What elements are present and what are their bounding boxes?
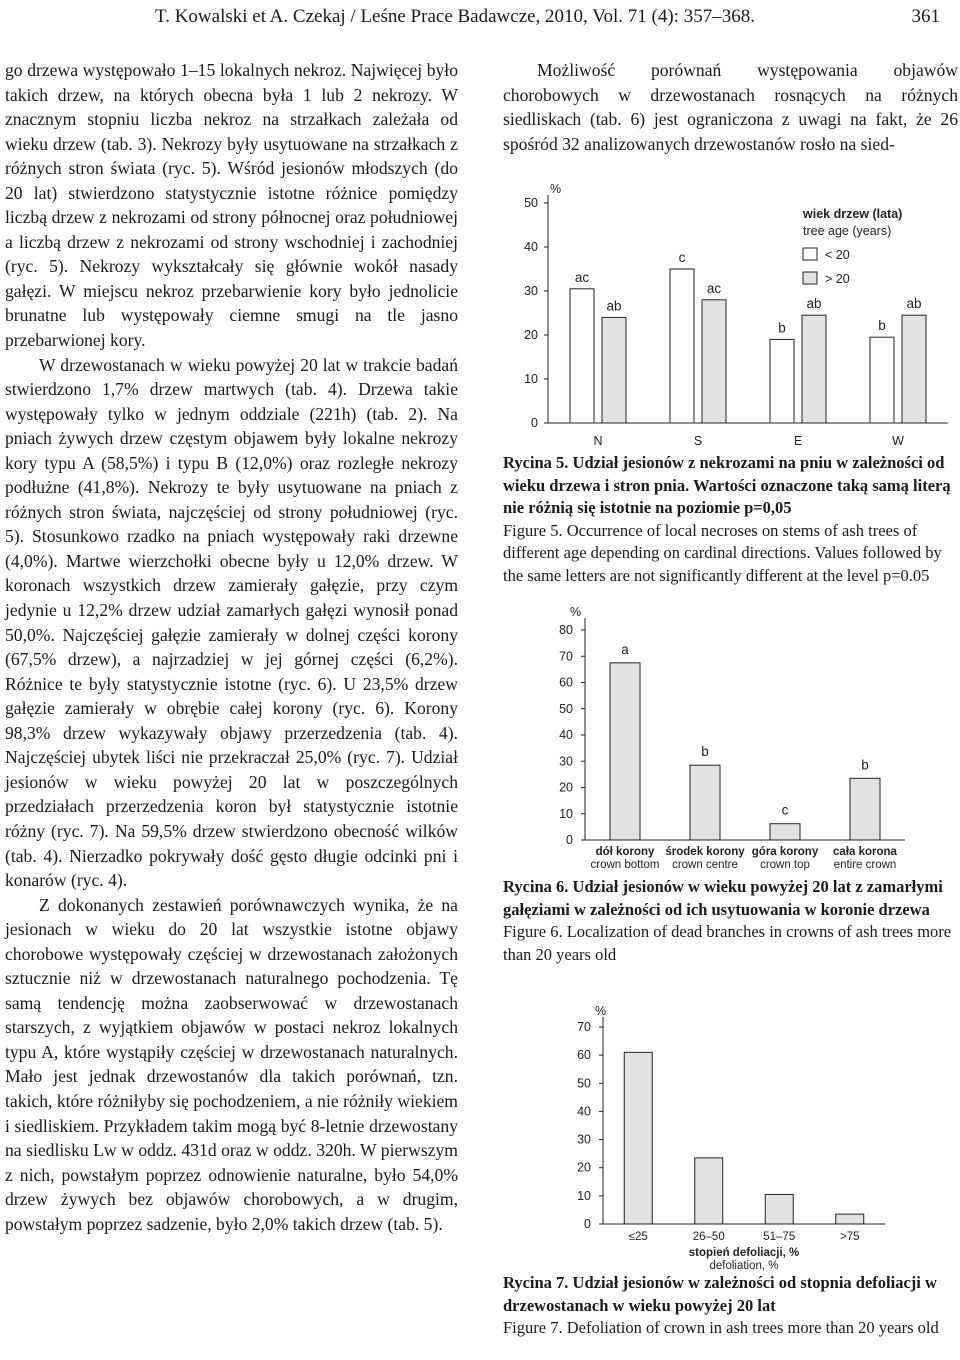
x-category-label: >75 (839, 1231, 860, 1243)
x-category-label: 26–50 (692, 1231, 725, 1243)
y-tick-label: 10 (524, 372, 538, 386)
x-category-label-pl: dół korony (595, 846, 655, 858)
x-category-label-pl: góra korony (751, 846, 819, 858)
bar-defoliation (765, 1194, 793, 1224)
paragraph: Z dokonanych zestawień porównawczych wynika, że na jesionach w wieku do 20 lat wszystkie istotne objawy chorobowe występowały częściej w drzewostanach założonych sztucznie niż w drzewostanach naturalnego pochodzenia. Tę samą tendencję można zaobserwować w drzewostanach starszych, z wyjątkiem objawów w postaci nekroz lokalnych typu A, które wystąpiły częściej w drzewostanach naturalnych. Mało jest jednak drzewostanów dla takich porównań, tzn. takich, które różniłyby się pochodzeniem, a nie różniły wiekiem i siedliskiem. Przykładem takim mogą być 8-letnie drzewostany na siedlisku Lw w oddz. 431d oraz w oddz. 320h. W pierwszym z nich, powstałym poprzez odnowienie naturalne, było 54,0% drzew żywych bez objawów chorobowych, a w drugim, powstałym poprzez sadzenie, było 2,0% takich drzew (tab. 5). (5, 894, 458, 1234)
figure-7-chart (555, 1002, 895, 1272)
y-tick-label: 30 (524, 284, 538, 298)
bar-significance-label: ab (606, 298, 622, 314)
x-category-label-en: crown centre (672, 859, 738, 871)
x-axis-title-en: defoliation, % (709, 1260, 779, 1272)
bar-significance-label: ac (574, 269, 590, 285)
bar-defoliation (624, 1052, 652, 1224)
y-unit-label: % (550, 182, 562, 196)
paragraph: W drzewostanach w wieku powyżej 20 lat w trakcie badań stwierdzono 1,7% drzew martwych (tab. 4). Drzewa takie występowały tylko w jednym oddziale (221h) (tab. 2). Na pniach żywych drzew częstym objawem były lokalne nekrozy kory typu A (58,5%) i typu B (12,0%) oraz rozległe nekrozy podłużne (41,8%). Nekrozy te były usytuowane na pniach z różnych stron świata, najczęściej od strony południowej (ryc. 5). Stosunkowo rzadko na pniach występowały raki drzewne (4,0%). Martwe wierzchołki obecne były u 12,0% drzew. W koronach wszystkich drzew zamierały gałęzie, przy czym jedynie u 12,2% drzew udział zamarłych gałęzi wynosił ponad 50,0%. Najczęściej gałęzie zamierały w dolnej części korony (67,5% drzew), a najrzadziej w jej górnej części (6,2%). Różnice te były statystycznie istotne (ryc. 6). U 23,5% drzew gałęzie zamierały w obrębie całej korony (ryc. 6). Korony 98,3% drzew wykazywały objawy przerzedzenia (tab. 4). Najczęściej ubytek liści nie przekraczał 25,0% (ryc. 7). Udział jesionów w wieku powyżej 20 lat w poszczególnych przedziałach przerzedzenia koron był statystycznie istotnie różny (ryc. 7). Na 59,5% drzew stwierdzono obecność wilków (tab. 4). Nierzadko pokrywały dość gęsto długie odcinki pni i konarów (ryc. 4). (5, 354, 458, 891)
y-tick-label: 10 (577, 1188, 591, 1203)
y-tick-label: 30 (577, 1132, 591, 1147)
bar-significance-label: b (878, 318, 886, 334)
x-category-label: E (793, 434, 803, 448)
legend-swatch (803, 248, 817, 260)
y-tick-label: 60 (559, 675, 573, 690)
figure-6-caption-en: Figure 6. Localization of dead branches in crowns of ash trees more than 20 years old (503, 922, 952, 964)
x-category-label-en: crown top (760, 859, 810, 871)
x-category-label: N (593, 434, 603, 448)
y-tick-label: 40 (577, 1104, 591, 1119)
y-tick-label: 70 (577, 1020, 591, 1034)
figure-5-caption (503, 452, 958, 587)
bar-S-> 20 (702, 300, 726, 423)
bar-significance-label: b (861, 757, 869, 773)
bar-significance-label: c (781, 802, 789, 818)
legend-entry: > 20 (825, 272, 850, 286)
legend-entry: < 20 (825, 248, 850, 262)
figure-6-chart (540, 605, 920, 875)
y-tick-label: 0 (531, 416, 538, 430)
legend-subtitle: tree age (years) (803, 224, 892, 238)
bar-significance-label: ab (806, 296, 822, 312)
legend-swatch (803, 272, 817, 284)
y-tick-label: 40 (524, 240, 538, 254)
bar-significance-label: c (678, 250, 686, 265)
y-tick-label: 60 (577, 1048, 591, 1063)
running-header (0, 6, 960, 36)
x-category-label-en: entire crown (833, 859, 897, 871)
bar-defoliation (695, 1158, 723, 1224)
y-tick-label: 70 (559, 649, 573, 664)
figure-5-caption-en: Figure 5. Occurrence of local necroses on stems of ash trees of different age depending on cardinal directions. Values followed by the same letters are not significantly different at the level p=0.05 (503, 520, 942, 585)
x-category-label: S (693, 434, 703, 448)
figure-7-caption (503, 1272, 958, 1340)
x-category-label-pl: cała korona (833, 846, 897, 858)
bar-E-> 20 (802, 315, 826, 423)
figure-7-caption-pl: Rycina 7. Udział jesionów w zależności od stopnia defoliacji w drzewostanach w wieku powyżej 20 lat (503, 1273, 937, 1315)
y-tick-label: 40 (559, 728, 573, 742)
figure-5-chart (503, 178, 958, 453)
figure-6-caption (503, 876, 958, 966)
y-tick-label: 50 (524, 196, 538, 210)
figure-7-caption-en: Figure 7. Defoliation of crown in ash trees more than 20 years old (503, 1318, 939, 1337)
right-column (503, 58, 958, 156)
y-tick-label: 30 (559, 754, 573, 769)
y-tick-label: 20 (577, 1160, 591, 1175)
y-tick-label: 20 (559, 780, 573, 795)
bar-N-> 20 (602, 317, 626, 423)
bar-significance-label: ab (906, 296, 922, 312)
x-category-label: W (892, 434, 904, 448)
x-category-label: ≤25 (628, 1231, 648, 1243)
y-tick-label: 20 (524, 328, 538, 342)
bar-S-< 20 (670, 269, 694, 423)
figure-5-caption-pl: Rycina 5. Udział jesionów z nekrozami na pniu w zależności od wieku drzewa i stron pnia. Wartości oznaczone taką samą literą nie różnią się istotnie na poziomie p=0,05 (503, 453, 951, 517)
bar-significance-label: b (778, 320, 786, 336)
bar-W-< 20 (870, 337, 894, 423)
bar-crown-centre (690, 765, 720, 840)
y-unit-label: % (570, 605, 582, 619)
bar-N-< 20 (570, 289, 594, 423)
paragraph: go drzewa występowało 1–15 lokalnych nekroz. Najwięcej było takich drzew, na których obecna była 1 lub 2 nekrozy. W znacznym stopniu liczba nekroz na strzałkach zależała od wieku drzew (tab. 3). Nekrozy były usytuowane na strzałkach z różnych stron świata (ryc. 5). Wśród jesionów młodszych (do 20 lat) stwierdzono statystycznie istotne różnice pomiędzy liczbą drzew z nekrozami od strony północnej oraz południowej a liczbą drzew z nekrozami od strony wschodniej i zachodniej (ryc. 5). Nekrozy wykształcały się głównie wokół nasady gałęzi. W miejscu nekroz przebarwienie kory było jednolicie brunatne lub występowały ciemne smugi na tle jasno przebarwionej kory. (5, 60, 458, 351)
y-tick-label: 10 (559, 806, 573, 821)
bar-significance-label: b (701, 744, 709, 760)
bar-crown-bottom (610, 663, 640, 840)
y-tick-label: 50 (577, 1076, 591, 1091)
bar-significance-label: ac (706, 280, 722, 296)
bar-defoliation (836, 1214, 864, 1224)
y-tick-label: 0 (584, 1217, 591, 1231)
bar-W-> 20 (902, 315, 926, 423)
bar-E-< 20 (770, 339, 794, 423)
x-category-label-en: crown bottom (590, 859, 660, 871)
bar-significance-label: a (621, 641, 629, 657)
y-unit-label: % (595, 1004, 607, 1018)
x-category-label: 51–75 (763, 1231, 796, 1243)
x-axis-title-pl: stopień defoliacji, % (688, 1247, 800, 1259)
y-tick-label: 80 (559, 623, 573, 637)
left-column (5, 58, 458, 1236)
bar-entire-crown (850, 778, 880, 840)
page-number: 361 (911, 6, 940, 27)
x-category-label-pl: środek korony (665, 846, 745, 858)
bar-crown-top (770, 824, 800, 840)
legend-title: wiek drzew (lata) (803, 207, 903, 221)
y-tick-label: 0 (566, 833, 573, 847)
running-title: T. Kowalski et A. Czekaj / Leśne Prace Badawcze, 2010, Vol. 71 (4): 357–368. (155, 6, 755, 27)
paragraph: Możliwość porównań występowania objawów chorobowych w drzewostanach rosnących na różnych siedliskach (tab. 6) jest ograniczona z uwagi na fakt, że 26 spośród 32 analizowanych drzewostanów rosło na sied- (503, 60, 958, 154)
figure-6-caption-pl: Rycina 6. Udział jesionów w wieku powyżej 20 lat z zamarłymi gałęziami w zależności od ich usytuowania w koronie drzewa (503, 877, 943, 919)
y-tick-label: 50 (559, 701, 573, 716)
